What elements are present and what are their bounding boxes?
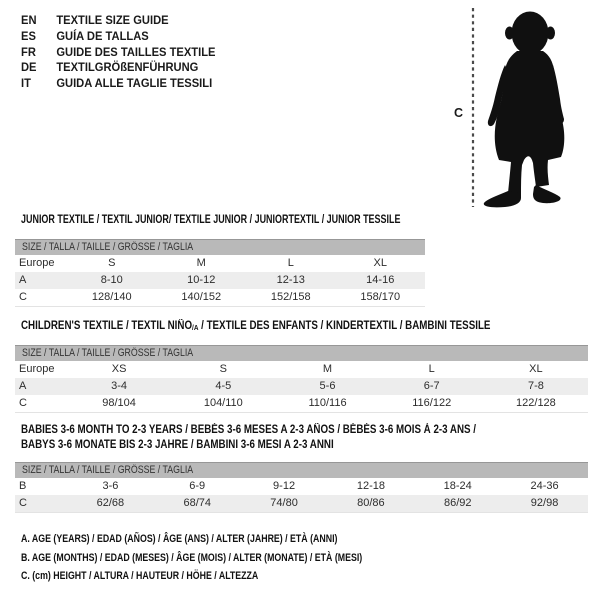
table-cell: L xyxy=(287,257,294,269)
table-cell: 7-8 xyxy=(527,380,544,392)
table-cell: 98/104 xyxy=(102,397,136,409)
row-label: C xyxy=(19,291,27,303)
footnote-legend xyxy=(21,530,362,586)
row-label: A xyxy=(19,274,27,286)
table-cell: 158/170 xyxy=(360,291,401,303)
table-cell: S xyxy=(108,257,116,269)
language-code: IT xyxy=(21,76,31,91)
table-cell: M xyxy=(196,257,206,269)
table-cell: 86/92 xyxy=(443,497,472,509)
table-cell: 92/98 xyxy=(530,497,559,509)
junior-size-table xyxy=(15,239,425,307)
babies-table-title xyxy=(21,423,476,453)
table-cell: 104/110 xyxy=(203,397,243,409)
table-cell: 5-6 xyxy=(319,380,336,392)
size-header-bar xyxy=(15,462,588,478)
table-cell: 110/116 xyxy=(308,397,347,409)
table-cell: XL xyxy=(529,363,543,375)
table-row xyxy=(15,495,588,512)
table-cell: 140/152 xyxy=(181,291,222,303)
title-subscript: /A xyxy=(192,323,199,332)
language-title: TEXTILGRÖßENFÜHRUNG xyxy=(56,60,199,75)
baby-figure-graphic xyxy=(455,5,590,210)
row-label: B xyxy=(19,480,27,492)
height-measure-label: C xyxy=(454,106,464,120)
table-cell: 3-6 xyxy=(102,480,119,492)
size-header-label: SIZE / TALLA / TAILLE / GRÖSSE / TAGLIA xyxy=(22,464,194,476)
size-header-label: SIZE / TALLA / TAILLE / GRÖSSE / TAGLIA xyxy=(22,241,194,253)
footnote: B. AGE (MONTHS) / EDAD (MESES) / ÂGE (MOIS) / ALTER (MONATE) / ETÀ (MESI) xyxy=(21,551,363,564)
table-cell: 8-10 xyxy=(100,274,123,286)
language-code: EN xyxy=(21,13,37,27)
table-row xyxy=(15,255,425,272)
table-cell: 12-13 xyxy=(276,274,305,286)
title-line: BABYS 3-6 MONATE BIS 2-3 JAHRE / BAMBINI 3-6 MESI A 2-3 ANNI xyxy=(21,439,334,451)
table-cell: 152/158 xyxy=(270,291,311,303)
table-cell: 62/68 xyxy=(96,497,125,509)
table-cell: 6-9 xyxy=(189,480,206,492)
title-text: CHILDREN'S TEXTILE / TEXTIL NIÑO xyxy=(21,320,193,332)
table-row xyxy=(15,378,588,395)
language-title: GUIDA ALLE TAGLIE TESSILI xyxy=(56,76,213,91)
table-row xyxy=(15,272,425,289)
language-title: TEXTILE SIZE GUIDE xyxy=(56,13,169,27)
table-cell: 122/128 xyxy=(516,397,556,409)
table-cell: XL xyxy=(373,257,387,269)
children-size-table xyxy=(15,345,588,413)
table-row xyxy=(15,478,588,495)
table-cell: S xyxy=(219,363,227,375)
footnote: A. AGE (YEARS) / EDAD (AÑOS) / ÂGE (ANS) / ALTER (JAHRE) / ETÀ (ANNI) xyxy=(21,533,338,545)
junior-table-title: JUNIOR TEXTILE / TEXTIL JUNIOR/ TEXTILE JUNIOR / JUNIORTEXTIL / JUNIOR TESSILE xyxy=(21,214,401,226)
row-label: C xyxy=(19,497,27,509)
language-row xyxy=(21,76,215,92)
table-cell: XS xyxy=(111,363,127,375)
row-label: C xyxy=(19,397,27,409)
language-title: GUÍA DE TALLAS xyxy=(56,28,149,43)
table-row xyxy=(15,395,588,412)
row-label: Europe xyxy=(19,257,55,269)
table-cell: 74/80 xyxy=(270,497,298,509)
babies-size-table xyxy=(15,462,588,513)
language-row xyxy=(21,60,215,76)
table-cell: 3-4 xyxy=(111,380,128,392)
table-cell: 18-24 xyxy=(443,480,472,492)
table-row xyxy=(15,289,425,306)
children-table-title xyxy=(21,320,490,332)
table-cell: 10-12 xyxy=(187,274,216,286)
language-title: GUIDE DES TAILLES TEXTILE xyxy=(56,44,216,59)
size-header-bar xyxy=(15,345,588,361)
table-cell: 12-18 xyxy=(356,480,385,492)
table-cell: 68/74 xyxy=(183,497,211,509)
table-cell: M xyxy=(322,363,333,375)
language-code: DE xyxy=(21,60,37,75)
size-header-label: SIZE / TALLA / TAILLE / GRÖSSE / TAGLIA xyxy=(22,347,194,359)
language-row xyxy=(21,29,215,45)
table-cell: L xyxy=(428,363,435,375)
table-cell: 128/140 xyxy=(91,291,132,303)
language-code: ES xyxy=(21,28,36,43)
language-title-list xyxy=(21,13,230,92)
footnote: C. (cm) HEIGHT / ALTURA / HAUTEUR / HÖHE / ALTEZZA xyxy=(21,570,259,582)
language-code: FR xyxy=(21,44,36,59)
table-cell: 80/86 xyxy=(357,497,385,509)
table-cell: 14-16 xyxy=(366,274,395,286)
table-cell: 116/122 xyxy=(412,397,452,409)
baby-silhouette-icon xyxy=(484,12,565,208)
language-row xyxy=(21,45,215,61)
language-row xyxy=(21,13,215,29)
table-row xyxy=(15,361,588,378)
size-header-bar xyxy=(15,239,425,255)
table-cell: 4-5 xyxy=(215,380,232,392)
table-cell: 9-12 xyxy=(273,480,296,492)
title-text: / TEXTILE DES ENFANTS / KINDERTEXTIL / BAMBINI TESSILE xyxy=(198,320,491,332)
table-cell: 6-7 xyxy=(423,380,440,392)
row-label: Europe xyxy=(19,363,55,375)
title-line: BABIES 3-6 MONTH TO 2-3 YEARS / BEBÉS 3-6 MESES A 2-3 AÑOS / BÉBÉS 3-6 MOIS À 2-3 ANS / xyxy=(21,424,477,436)
table-cell: 24-36 xyxy=(530,480,559,492)
row-label: A xyxy=(19,380,27,392)
